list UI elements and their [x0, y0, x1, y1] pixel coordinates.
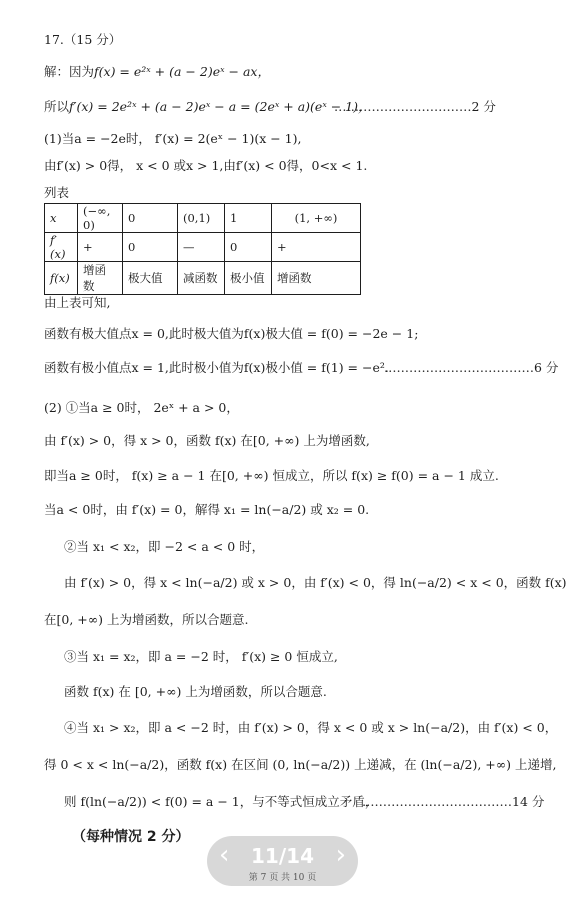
part2-case2-c: 在[0, +∞) 上为增函数，所以合题意.: [44, 612, 249, 627]
table-cell: 极小值: [225, 262, 272, 295]
scoring-note: （每种情况 2 分）: [72, 829, 190, 845]
part2-case3-b: 函数 f(x) 在 [0, +∞) 上为增函数，所以合题意.: [64, 684, 327, 699]
table-cell: 极大值: [123, 262, 178, 295]
part2-negative-case: 当a < 0时，由 f′(x) = 0，解得 x₁ = ln(−a/2) 或 x₂ = 0.: [44, 502, 370, 517]
table-cell: 0: [123, 233, 178, 262]
chevron-left-icon[interactable]: ‹: [219, 840, 230, 870]
part2-case1-b: 由 f′(x) > 0，得 x > 0，函数 f(x) 在[0, +∞) 上为增函数,: [44, 433, 370, 448]
problem-header: 17.（15 分）: [44, 32, 122, 47]
table-cell: +: [78, 233, 123, 262]
part2-case2-b: 由 f′(x) > 0，得 x < ln(−a/2) 或 x > 0，由 f′(x) < 0，得 ln(−a/2) < x < 0，函数 f(x): [64, 575, 567, 590]
page-footer: 第 7 页 共 10 页: [248, 873, 317, 883]
table-row: [45, 262, 361, 295]
table-cell: (1, +∞): [272, 204, 361, 233]
table-cell: f(x): [45, 262, 78, 295]
table-cell: —: [178, 233, 225, 262]
part2-case4-c: 则 f(ln(−a/2)) < f(0) = a − 1，与不等式恒成立矛盾，: [64, 794, 378, 809]
part2-case2: ②当 x₁ < x₂，即 −2 < a < 0 时，: [64, 539, 265, 554]
f-derivative: f′(x) = 2e²ˣ + (a − 2)eˣ − a = (2eˣ + a)(eˣ − 1)，: [69, 99, 371, 114]
table-cell: 减函数: [178, 262, 225, 295]
part2-case4-b: 得 0 < x < ln(−a/2)，函数 f(x) 在区间 (0, ln(−a/2)) 上递减，在 (ln(−a/2), +∞) 上递增,: [44, 757, 557, 772]
variation-table: [44, 203, 361, 295]
chevron-right-icon[interactable]: ›: [335, 840, 346, 870]
table-cell: (−∞, 0): [78, 204, 123, 233]
table-cell: x: [45, 204, 78, 233]
part2-case1: (2) ①当a ≥ 0时， 2eˣ + a > 0，: [44, 400, 239, 415]
table-cell: (0,1): [178, 204, 225, 233]
part1-sign-line: 由f′(x) > 0得， x < 0 或x > 1,由f′(x) < 0得，0<x < 1.: [44, 158, 368, 173]
min-value-line: 函数有极小值点x = 1,此时极小值为f(x)极小值 = f(1) = −e².: [44, 360, 389, 375]
f-definition: f(x) = e²ˣ + (a − 2)eˣ − ax，: [94, 64, 270, 79]
table-cell: 增函数: [272, 262, 361, 295]
derivative-prefix: 所以: [44, 99, 70, 114]
table-cell: 0: [123, 204, 178, 233]
max-value-line: 函数有极大值点x = 0,此时极大值为f(x)极大值 = f(0) = −2e − 1;: [44, 326, 419, 341]
page-indicator: 11/14: [251, 844, 314, 868]
score-14: ………………………………14 分: [362, 794, 545, 809]
solution-intro-line: [44, 62, 270, 80]
solution-intro: 解：因为: [44, 64, 95, 79]
part2-case3: ③当 x₁ = x₂，即 a = −2 时， f′(x) ≥ 0 恒成立,: [64, 649, 338, 664]
table-cell: +: [272, 233, 361, 262]
score-6: ………………………………6 分: [384, 360, 559, 375]
conclusion-intro: 由上表可知,: [44, 295, 111, 310]
table-caption: 列表: [44, 185, 70, 200]
part2-case4: ④当 x₁ > x₂，即 a < −2 时，由 f′(x) > 0，得 x < 0 或 x > ln(−a/2)，由 f′(x) < 0，: [64, 720, 558, 735]
score-2: ……………………………2 分: [334, 99, 496, 114]
part1-case-line: (1)当a = −2e时， f′(x) = 2(eˣ − 1)(x − 1),: [44, 131, 302, 146]
table-cell: 1: [225, 204, 272, 233]
table-row: [45, 204, 361, 233]
table-cell: 增函数: [78, 262, 123, 295]
table-cell: f′(x): [45, 233, 78, 262]
page-navigator: [207, 836, 358, 886]
derivative-line: [44, 97, 371, 115]
table-row: [45, 233, 361, 262]
part2-case1-c: 即当a ≥ 0时， f(x) ≥ a − 1 在[0, +∞) 恒成立，所以 f(x) ≥ f(0) = a − 1 成立.: [44, 468, 499, 483]
table-cell: 0: [225, 233, 272, 262]
